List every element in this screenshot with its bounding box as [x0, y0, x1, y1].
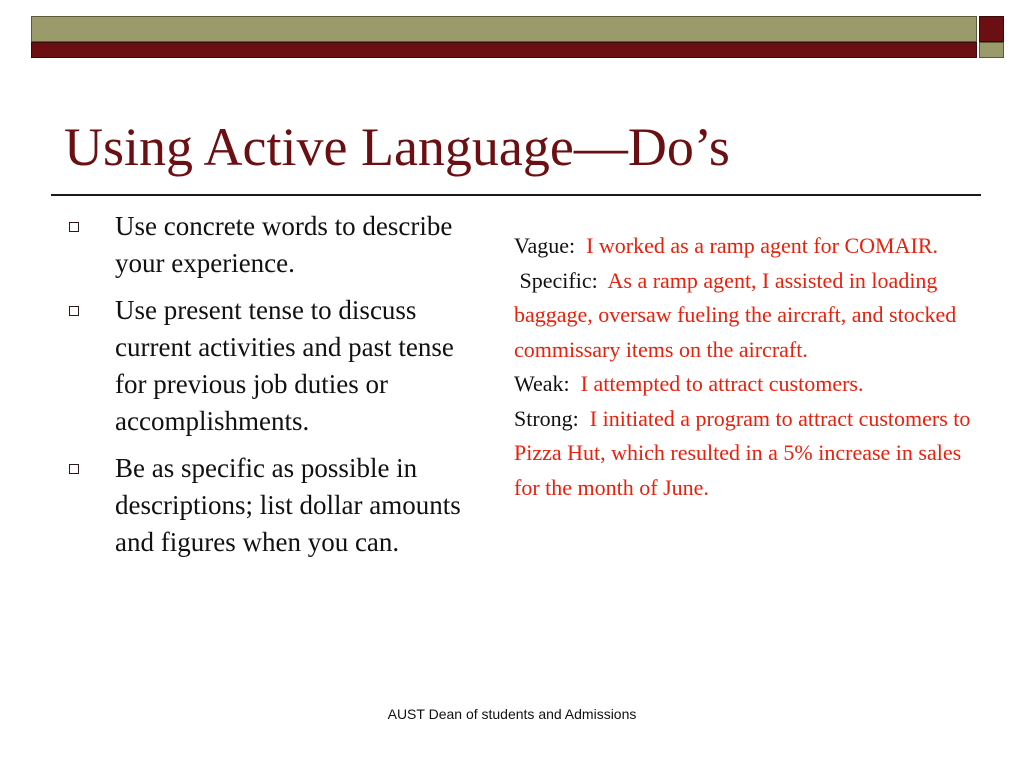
example-text: I initiated a program to attract customers to Pizza Hut, which resulted in a 5% increase in sales for the month of June. [514, 405, 971, 500]
bullet-item [64, 450, 484, 561]
hollow-square-bullet-icon [69, 306, 79, 316]
example-text: I worked as a ramp agent for COMAIR. [586, 233, 938, 258]
header-bar-olive [31, 16, 977, 42]
bullet-item [64, 292, 484, 440]
hollow-square-bullet-icon [69, 222, 79, 232]
title-divider [51, 194, 981, 196]
hollow-square-bullet-icon [69, 464, 79, 474]
slide-title: Using Active Language—Do’s [64, 117, 730, 177]
example-strong [514, 402, 984, 506]
example-label: Strong: [514, 405, 579, 431]
example-weak [514, 367, 984, 402]
example-label: Weak: [514, 371, 570, 396]
bullet-text: Use present tense to discuss current activities and past tense for previous job duties or accomplishments. [115, 295, 454, 436]
example-label: Vague: [514, 233, 576, 258]
example-label: Specific: [519, 267, 598, 293]
bullet-list [64, 208, 484, 571]
bullet-text: Use concrete words to describe your experience. [115, 211, 453, 278]
example-vague [514, 229, 984, 264]
header-bar [31, 16, 977, 58]
example-text: I attempted to attract customers. [580, 371, 864, 396]
corner-block-maroon [979, 16, 1004, 42]
slide-footer: AUST Dean of students and Admissions [387, 706, 637, 722]
bullet-text: Be as specific as possible in descriptions; list dollar amounts and figures when you can. [115, 453, 461, 557]
header-bar-maroon [31, 42, 977, 58]
example-specific [514, 264, 984, 368]
example-text: As a ramp agent, I assisted in loading baggage, oversaw fueling the aircraft, and stocked commissary items on the aircraft. [514, 267, 957, 362]
bullet-item [64, 208, 484, 282]
corner-block-olive [979, 42, 1004, 58]
examples-panel [514, 229, 984, 505]
